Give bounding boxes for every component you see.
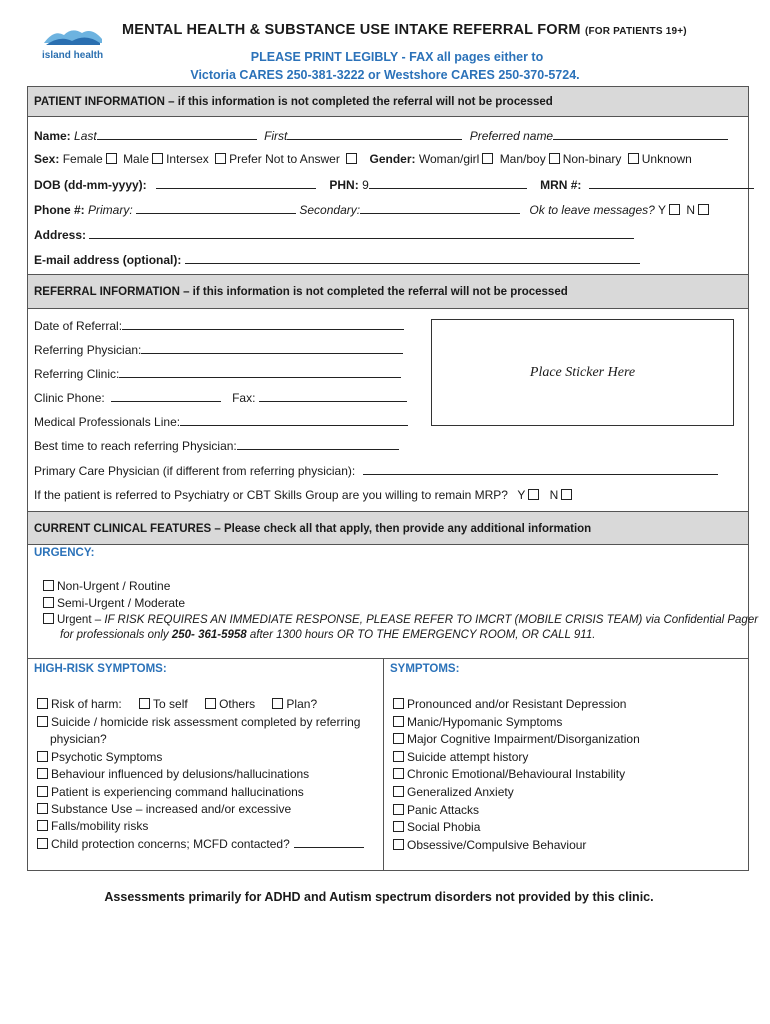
fax-field[interactable] [259,390,407,402]
sticker-label: Place Sticker Here [529,365,636,380]
checkbox-semi-urgent[interactable] [43,597,54,608]
checkbox-mrp-yes[interactable] [528,489,539,500]
fax-instruction-2: Victoria CARES 250-381-3222 or Westshore CARES 250-370-5724. [190,68,580,82]
symptoms-col-divider [383,658,384,870]
list-item: physician? [50,732,107,747]
dob-field[interactable] [156,177,316,189]
last-name-field[interactable] [97,128,257,140]
phn-field[interactable] [369,177,527,189]
primary-care-row: Primary Care Physician (if different from referring physician): [34,463,718,478]
patient-info-header: PATIENT INFORMATION – if this information is not completed the referral will not be processed [27,86,749,117]
best-time-field[interactable] [237,438,399,450]
referral-info-header: REFERRAL INFORMATION – if this information is not completed the referral will not be processed [27,274,749,309]
email-field[interactable] [185,252,640,264]
urgency-label: URGENCY: [34,547,95,559]
checkbox-to-self[interactable] [139,698,150,709]
checkbox-suicide-history[interactable] [393,751,404,762]
high-risk-label: HIGH-RISK SYMPTOMS: [34,663,167,675]
referral-date-row: Date of Referral: [34,318,404,333]
checkbox-urgent[interactable] [43,613,54,624]
checkbox-falls[interactable] [37,820,48,831]
title-suffix: (FOR PATIENTS 19+) [584,26,687,37]
referring-physician-field[interactable] [141,342,403,354]
referral-date-field[interactable] [122,318,404,330]
checkbox-substance-use[interactable] [37,803,48,814]
mrn-field[interactable] [589,177,754,189]
phone-row: Phone #: Primary: Secondary: Ok to leave messages? Y N [34,202,712,217]
first-name-field[interactable] [287,128,462,140]
dob-row: DOB (dd-mm-yyyy): PHN: 9 MRN #: [34,177,754,192]
checkbox-non-binary[interactable] [628,153,639,164]
checkbox-plan[interactable] [272,698,283,709]
checkbox-mrp-no[interactable] [561,489,572,500]
med-line-row: Medical Professionals Line: [34,414,408,429]
checkbox-risk-of-harm[interactable] [37,698,48,709]
symptoms-top-divider [27,658,749,659]
list-item: Manic/Hypomanic Symptoms [390,714,640,732]
checkbox-messages-no[interactable] [698,204,709,215]
mrp-row: If the patient is referred to Psychiatry or CBT Skills Group are you willing to remain MRP? Y N [34,488,575,502]
checkbox-ocd[interactable] [393,839,404,850]
list-item: Obsessive/Compulsive Behaviour [390,837,640,855]
med-line-field[interactable] [180,414,408,426]
list-item: Suicide attempt history [390,749,640,767]
checkbox-prefer-not[interactable] [215,153,226,164]
checkbox-messages-yes[interactable] [669,204,680,215]
checkbox-non-urgent[interactable] [43,580,54,591]
list-item: Social Phobia [390,819,640,837]
checkbox-psychotic[interactable] [37,751,48,762]
preferred-name-field[interactable] [553,128,728,140]
title-main: MENTAL HEALTH & SUBSTANCE USE INTAKE REFERRAL FORM [122,22,581,38]
risk-of-harm-row: Risk of harm: To self Others Plan? [34,697,317,711]
logo-text: island health [42,50,104,61]
wave-logo-icon [42,25,104,47]
email-row: E-mail address (optional): [34,252,640,267]
high-risk-list [34,714,364,853]
semi-urgent-option: Semi-Urgent / Moderate [40,596,185,610]
checkbox-anxiety[interactable] [393,786,404,797]
checkbox-others[interactable] [205,698,216,709]
symptoms-list [390,696,640,854]
checkbox-risk-assessment[interactable] [37,716,48,727]
list-item: Chronic Emotional/Behavioural Instability [390,766,640,784]
footer-note: Assessments primarily for ADHD and Autism spectrum disorders not provided by this clinic. [104,890,654,904]
sticker-box [431,319,734,426]
checkbox-delusions[interactable] [37,768,48,779]
checkbox-female[interactable] [106,153,117,164]
checkbox-depression[interactable] [393,698,404,709]
list-item: Suicide / homicide risk assessment completed by referring [34,714,364,731]
clinical-features-header: CURRENT CLINICAL FEATURES – Please check all that apply, then provide any additional information [27,511,749,545]
checkbox-emotional-instability[interactable] [393,768,404,779]
checkbox-command-hallucinations[interactable] [37,786,48,797]
form-title [122,22,687,38]
list-item: Patient is experiencing command hallucinations [34,784,364,801]
list-item: Generalized Anxiety [390,784,640,802]
checkbox-social-phobia[interactable] [393,821,404,832]
mcfd-field[interactable] [294,836,364,848]
checkbox-panic[interactable] [393,804,404,815]
checkbox-intersex[interactable] [152,153,163,164]
fax-instruction-1: PLEASE PRINT LEGIBLY - FAX all pages either to [250,50,544,64]
primary-phone-field[interactable] [136,202,296,214]
list-item: Pronounced and/or Resistant Depression [390,696,640,714]
symptoms-label: SYMPTOMS: [390,663,460,675]
best-time-row: Best time to reach referring Physician: [34,438,399,453]
referring-clinic-field[interactable] [119,366,401,378]
clinic-phone-row: Clinic Phone: Fax: [34,390,407,405]
clinic-phone-field[interactable] [111,390,221,402]
checkbox-man[interactable] [549,153,560,164]
primary-care-field[interactable] [363,463,718,475]
list-item: Panic Attacks [390,802,640,820]
list-item: Falls/mobility risks [34,818,364,835]
list-item: Substance Use – increased and/or excessive [34,801,364,818]
address-row: Address: [34,227,634,242]
sex-gender-row: Sex: Female Male Intersex Prefer Not to Answer Gender: Woman/girl Man/boy Non-binary Unknown [34,152,692,166]
list-item: Child protection concerns; MCFD contacted? [34,836,364,853]
referring-clinic-row: Referring Clinic: [34,366,401,381]
checkbox-sex-none[interactable] [346,153,357,164]
list-item: Behaviour influenced by delusions/hallucinations [34,766,364,783]
name-row: Name: Last First Preferred name [34,128,728,143]
referring-physician-row: Referring Physician: [34,342,403,357]
list-item: Psychotic Symptoms [34,749,364,766]
checkbox-cognitive[interactable] [393,733,404,744]
address-field[interactable] [89,227,634,239]
checkbox-woman[interactable] [482,153,493,164]
urgent-option: Urgent – IF RISK REQUIRES AN IMMEDIATE RESPONSE, PLEASE REFER TO IMCRT (MOBILE CRISIS TEAM) via Confidential Pager [40,613,758,626]
checkbox-manic[interactable] [393,716,404,727]
checkbox-child-protection[interactable] [37,838,48,849]
list-item: Major Cognitive Impairment/Disorganization [390,731,640,749]
non-urgent-option: Non-Urgent / Routine [40,579,170,593]
secondary-phone-field[interactable] [360,202,520,214]
urgent-option-cont: for professionals only 250- 361-5958 after 1300 hours OR TO THE EMERGENCY ROOM, OR CALL 911. [60,629,596,641]
